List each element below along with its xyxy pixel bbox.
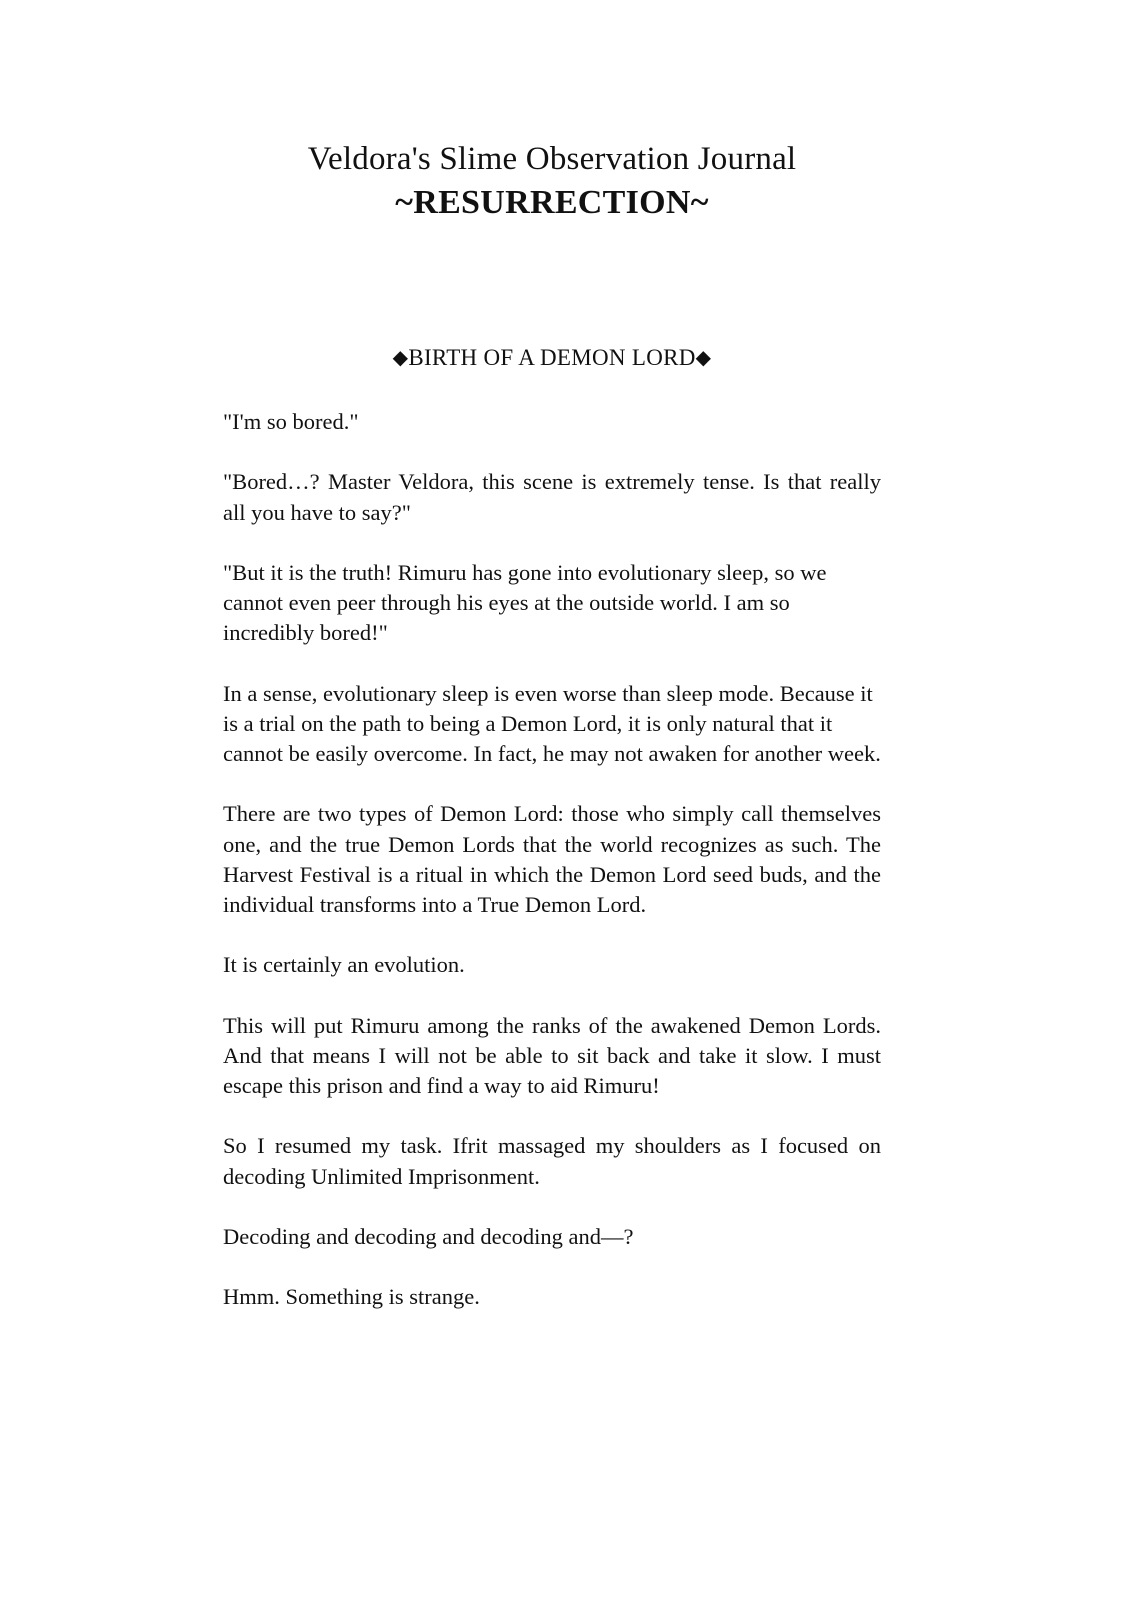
paragraph: "I'm so bored." [223,409,359,435]
paragraph: It is certainly an evolution. [223,952,465,978]
document-subtitle: ~RESURRECTION~ [395,183,709,221]
diamond-right-icon: ◆ [695,347,712,370]
paragraph: "Bored…? Master Veldora, this scene is extremely tense. Is that really all you have to say?" [223,469,881,525]
paragraph: So I resumed my task. Ifrit massaged my shoulders as I focused on decoding Unlimited Imprisonment. [223,1133,881,1189]
paragraph: There are two types of Demon Lord: those who simply call themselves one, and the true Demon Lords that the world recognizes as such. The Harvest Festival is a ritual in which the Demon Lord seed buds, and the individual transforms into a True Demon Lord. [223,801,881,918]
document-title: Veldora's Slime Observation Journal [307,141,797,177]
paragraph: This will put Rimuru among the ranks of the awakened Demon Lords. And that means I will not be able to sit back and take it slow. I must escape this prison and find a way to aid Rimuru! [223,1012,881,1099]
diamond-left-icon: ◆ [392,347,409,370]
page-content [223,140,881,1312]
paragraph: "But it is the truth! Rimuru has gone into evolutionary sleep, so we cannot even peer through his eyes at the outside world. I am so incredibly bored!" [223,559,827,646]
section-heading [223,345,881,371]
paragraph: Hmm. Something is strange. [223,1284,480,1310]
section-heading-label: BIRTH OF A DEMON LORD [408,345,696,371]
paragraph: Decoding and decoding and decoding and—? [223,1223,634,1249]
paragraph: In a sense, evolutionary sleep is even worse than sleep mode. Because it is a trial on the path to being a Demon Lord, it is only natural that it cannot be easily overcome. In fact, he may not awaken for another week. [223,680,881,767]
title-block [223,140,881,223]
